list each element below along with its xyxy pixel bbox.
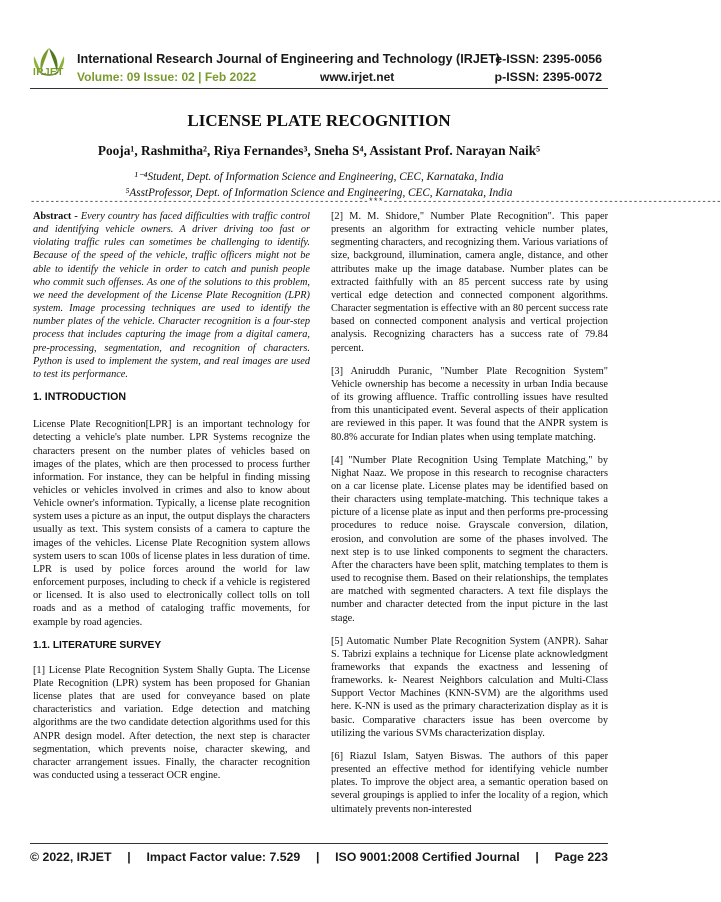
journal-website-link[interactable]: www.irjet.net xyxy=(320,70,395,84)
literature-survey-heading: 1.1. LITERATURE SURVEY xyxy=(33,639,162,651)
volume-issue: Volume: 09 Issue: 02 | Feb 2022 xyxy=(77,70,257,84)
abstract-text: Every country has faced difficulties with traffic control and identifying vehicle owners. A driver driving too fast or violating traffic rules can sometimes be challenging to identify. Because of the speed of the vehicle, traffic officers might not be able to identify the vehicle in order to catch and punish people who commit such offenses. As one of the solutions to this problem, we need the development of the License Plate Recognition (LPR) system. Image processing techniques are used to identify the number plates of the vehicle. Character recognition is a four-step process that includes capturing the image from a digital camera, pre-processing, segmentation, and recognition of characters. Python is used to implement the system, and real images are used to test its performance. xyxy=(33,211,310,380)
copyright: © 2022, IRJET xyxy=(30,850,112,864)
literature-paragraph-6: [6] Riazul Islam, Satyen Biswas. The authors of this paper presented an effective method for identifying vehicle number plates. To improve the object area, a semantic operation based on several groupings is applied to infer the locality of a region, which ultimately prevents non-interested xyxy=(331,750,608,815)
page-number: Page 223 xyxy=(554,850,608,864)
header-divider xyxy=(30,88,608,89)
paper-title: LICENSE PLATE RECOGNITION xyxy=(187,111,451,130)
literature-paragraph-1: [1] License Plate Recognition System Shally Gupta. The License Plate Recognition (LPR) system has been proposed for Ghanian license plates that are used for conveyance based on plate characteristics and variation. Edge detection and matching algorithms are the two candidate detection algorithms used for this ANPR design model. After detection, the next step is character segmentation, which prevents noise, character skewing, and character arrangement issues. Finally, the character recognition was conducted using a tesseract OCR engine. xyxy=(33,664,310,782)
pissn: p-ISSN: 2395-0072 xyxy=(494,70,602,84)
introduction-heading: 1. INTRODUCTION xyxy=(33,391,126,404)
affiliation-students: ¹⁻⁴Student, Dept. of Information Science and Engineering, CEC, Karnataka, India xyxy=(134,171,504,183)
footer-separator: | xyxy=(315,850,320,864)
literature-paragraph-5: [5] Automatic Number Plate Recognition System (ANPR). Sahar S. Tabrizi explains a technique for License plate acknowledgment frameworks that expands the exactness and lessening of frameworks. k- Nearest Neighbors calculation and Multi-Class Support Vector Machines (KNN-SVM) are the algorithms used here. K-NN is used as the primary characterization display as it is basic. Comparative characters issue has been overcome by utilizing the various SVMs characterization display. xyxy=(331,635,608,739)
iso-certification: ISO 9001:2008 Certified Journal xyxy=(335,850,520,864)
right-column xyxy=(331,210,608,826)
introduction-paragraph: License Plate Recognition[LPR] is an important technology for detecting a vehicle's plate number. LPR Systems recognize the characters present on the number plates of vehicles based on images of the plates, which are then processed to process further information. For instance, they can be helpful in finding missing vehicles or vehicles involved in crimes and also to know about Vehicle owner's information. Typically, a license plate recognition system uses a picture as an input, the output displays the characters usually as text. This system consists of a camera to capture the images of the vehicles. License Plate Recognition system allows system users to scan 100s of license plates in less duration of time. LPR is used by police forces around the world for law enforcement purposes, including to check if a vehicle is registered or licensed. It is also used to electronically collect tolls on toll roads and as a method of cataloging traffic movements, for example by road agencies. xyxy=(33,419,310,628)
journal-name: International Research Journal of Engineering and Technology (IRJET) xyxy=(77,52,501,66)
journal-footer xyxy=(30,850,608,864)
journal-header xyxy=(0,0,638,100)
author-list: Pooja¹, Rashmitha², Riya Fernandes³, Sneha S⁴, Assistant Prof. Narayan Naik⁵ xyxy=(97,143,541,158)
impact-factor: Impact Factor value: 7.529 xyxy=(146,850,301,864)
literature-paragraph-3: [3] Aniruddh Puranic, "Number Plate Recognition System" Vehicle ownership has become a necessity in urban India because of its growing affluence. Traffic controlling issues have resulted from this unanticipated event. Several aspects of their application are reviewed in this paper. It was found that the ANPR system is 80.8% accurate for Indian plates when using template matching. xyxy=(331,365,608,443)
footer-divider xyxy=(30,843,608,844)
section-separator: ---------------------------------------------------------------------***--------------------------------------------------------------------- xyxy=(30,197,721,207)
abstract-label: Abstract - xyxy=(33,211,81,222)
literature-paragraph-2: [2] M. M. Shidore," Number Plate Recognition". This paper presents an algorithm for extracting vehicle number plates, segmenting characters, and recognizing them. Various variations of size, background, illumination, camera angle, distance, and other attributes make up the image database. Number plates can be extracted faithfully with an 85 percent success rate by using vertical edge detection and connected component algorithms. Character segmentation is effective with an 80 percent success rate based on connected component analysis and vertical projection analysis. Recognizing characters has a success rate of 79.84 percent. xyxy=(331,211,608,354)
eissn: e-ISSN: 2395-0056 xyxy=(495,52,602,66)
abstract xyxy=(33,210,310,381)
logo-text: IRJET xyxy=(33,67,64,78)
footer-separator: | xyxy=(535,850,539,864)
literature-paragraph-4: [4] "Number Plate Recognition Using Template Matching," by Nighat Naaz. We propose in this research to recognise characters on a car license plate. License plates may be identified based on their characters using template-matching. This technique takes a picture of a license plate as input and then performs pre-processing procedures to reduce noise. Grayscale conversion, dilation, erosion, and convolution are some of the phases involved. The next step is to use linked components to segment the characters. After the characters have been split, matching templates to them is used to recognise them. Based on their relationships, the templates are matched with segmented characters. A text file displays the number and character detected from the input picture in the last stage. xyxy=(331,454,608,624)
left-column xyxy=(33,210,310,792)
affiliation-professor: ⁵AsstProfessor, Dept. of Information Science and Engineering, CEC, Karnataka, India xyxy=(125,187,513,199)
footer-separator: | xyxy=(127,850,131,864)
